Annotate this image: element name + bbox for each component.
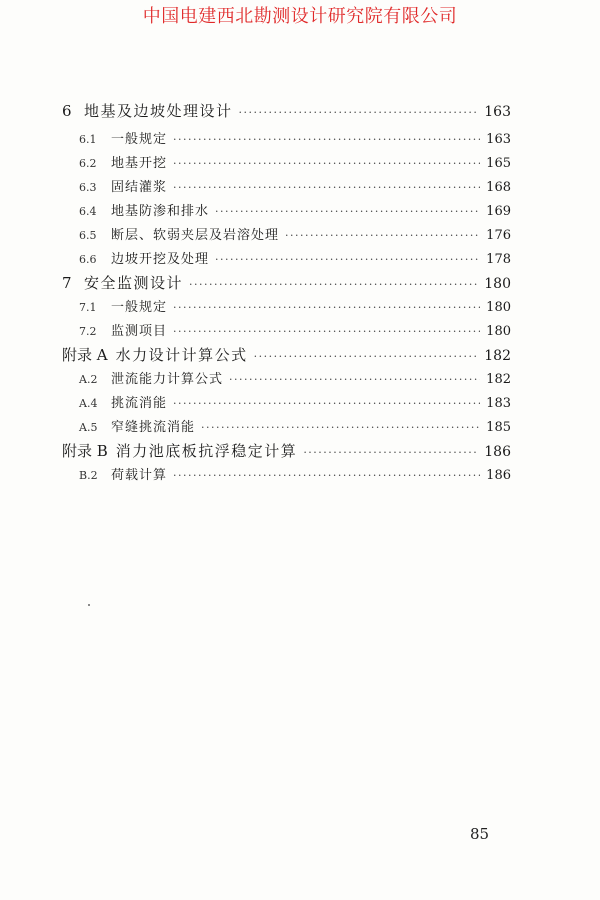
page-number: 85 [470,825,490,843]
toc-entry-page: 182 [484,348,511,364]
toc-entry-page: 186 [484,444,511,460]
dot-leader [239,106,479,119]
toc-entry[interactable] [79,248,511,267]
toc-entry-number: B.2 [79,469,98,482]
toc-entry-page: 180 [484,276,511,292]
toc-entry-title: 边坡开挖及处理 [111,252,210,267]
dot-leader [285,229,480,242]
toc-entry-page: 168 [486,180,511,195]
toc-entry[interactable] [62,440,511,461]
toc-entry-page: 186 [486,468,511,483]
toc-entry-title: 地基防渗和排水 [111,204,210,219]
dot-leader [173,301,480,314]
dot-leader [173,181,480,194]
dot-leader [173,397,480,410]
toc-entry-title: 一般规定 [111,132,168,147]
toc-entry-title: 消力池底板抗浮稳定计算 [115,442,298,460]
toc-entry-number: 6.3 [79,181,97,194]
toc-entry-page: 180 [486,324,511,339]
toc-entry-page: 163 [484,104,511,120]
toc-entry-number: 附录 A [62,346,108,364]
toc-entry[interactable] [62,344,511,365]
toc-entry[interactable] [79,128,511,147]
dot-leader [303,446,478,459]
toc-entry[interactable] [79,152,511,171]
toc-entry[interactable] [79,392,511,411]
toc-entry-number: 附录 B [62,442,108,460]
toc-entry[interactable] [79,296,511,315]
toc-entry-number: 7.2 [79,325,97,338]
toc-entry[interactable] [79,176,511,195]
toc-entry-title: 泄流能力计算公式 [111,372,224,387]
toc-entry[interactable] [79,200,511,219]
dot-leader [201,421,480,434]
toc-entry[interactable] [79,416,511,435]
toc-entry-page: 185 [486,420,511,435]
dot-leader [254,350,479,363]
toc-entry-title: 地基及边坡处理设计 [84,102,233,120]
dot-leader [173,469,480,482]
toc-entry-page: 176 [486,228,511,243]
toc-entry-title: 荷载计算 [111,468,168,483]
dot-leader [173,133,480,146]
toc-entry[interactable] [62,100,511,121]
toc-entry-page: 163 [486,132,511,147]
toc-entry[interactable] [79,320,511,339]
toc-entry-title: 挑流消能 [111,396,168,411]
toc-entry-title: 水力设计计算公式 [115,346,248,364]
toc-entry-title: 地基开挖 [111,156,168,171]
toc-entry-title: 监测项目 [111,324,168,339]
toc-entry-page: 180 [486,300,511,315]
toc-entry[interactable] [79,368,511,387]
toc-entry[interactable] [62,272,511,293]
dot-leader [215,253,480,266]
toc-entry-page: 165 [486,156,511,171]
dot-leader [229,373,480,386]
toc-entry-number: A.2 [79,373,98,386]
toc-entry-page: 169 [486,204,511,219]
dot-leader [173,157,480,170]
toc-entry-number: 6.2 [79,157,97,170]
toc-entry-number: 6.4 [79,205,97,218]
scan-speck [88,604,90,606]
dot-leader [173,325,480,338]
toc-entry-page: 183 [486,396,511,411]
dot-leader [189,278,478,291]
toc-entry-number: 7 [62,274,72,292]
toc-entry[interactable] [79,224,511,243]
dot-leader [215,205,480,218]
toc-entry-number: 6.1 [79,133,97,146]
toc-entry-page: 182 [486,372,511,387]
toc-entry-number: 6 [62,102,72,120]
watermark-header: 中国电建西北勘测设计研究院有限公司 [142,6,458,27]
toc-entry-page: 178 [486,252,511,267]
toc-entry-title: 一般规定 [111,300,168,315]
toc-entry[interactable] [79,464,511,483]
toc-entry-number: 7.1 [79,301,97,314]
toc-entry-title: 安全监测设计 [84,274,184,292]
toc-entry-title: 窄缝挑流消能 [111,420,196,435]
toc-entry-number: A.4 [79,397,98,410]
toc-entry-number: 6.5 [79,229,97,242]
toc-entry-number: A.5 [79,421,98,434]
toc-entry-number: 6.6 [79,253,97,266]
toc-entry-title: 固结灌浆 [111,180,168,195]
toc-entry-title: 断层、软弱夹层及岩溶处理 [111,228,280,243]
